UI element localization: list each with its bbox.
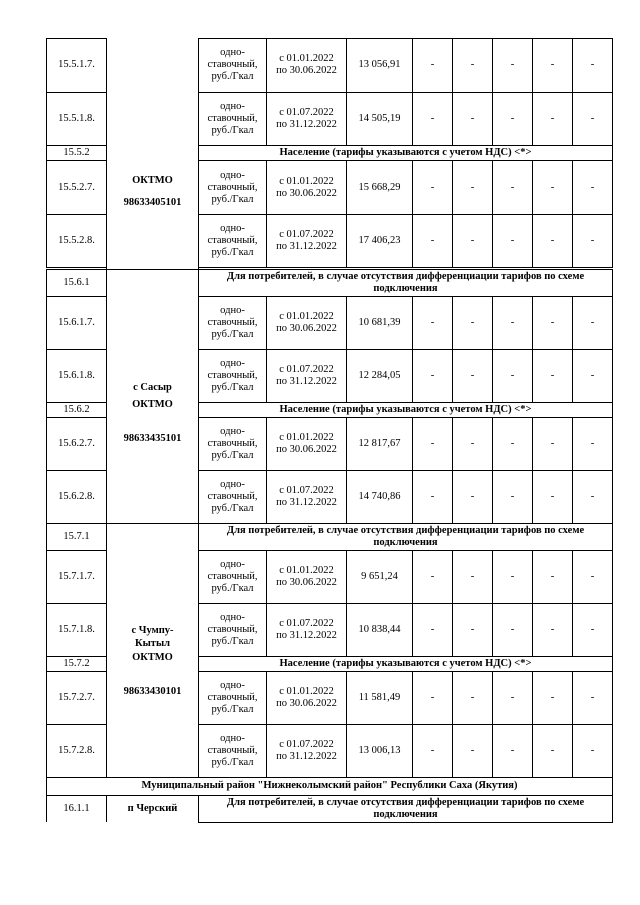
empty-value: - (493, 724, 533, 777)
row-code: 15.6.1.8. (47, 349, 107, 402)
empty-value: - (533, 470, 573, 523)
section-header-row (47, 795, 613, 822)
period-cell: с 01.01.2022 по 30.06.2022 (267, 39, 347, 93)
row-code: 15.7.1.8. (47, 603, 107, 656)
section-header-row (47, 269, 613, 296)
section-header: Для потребителей, в случае отсутствия дифференциации тарифов по схеме подключения (199, 523, 613, 550)
rate-type: одно- ставочный, руб./Гкал (199, 550, 267, 603)
rate-type: одно- ставочный, руб./Гкал (199, 603, 267, 656)
municipality-title: Муниципальный район "Нижнеколымский район" Республики Саха (Якутия) (47, 777, 613, 795)
rate-type: одно- ставочный, руб./Гкал (199, 161, 267, 215)
empty-value: - (493, 161, 533, 215)
empty-value: - (533, 214, 573, 268)
empty-value: - (573, 214, 613, 268)
tariff-value: 15 668,29 (347, 161, 413, 215)
empty-value: - (453, 349, 493, 402)
empty-value: - (493, 550, 533, 603)
tariff-value: 13 056,91 (347, 39, 413, 93)
settlement-cell (107, 523, 199, 777)
row-code: 15.6.1.7. (47, 296, 107, 349)
row-code: 15.5.1.7. (47, 39, 107, 93)
empty-value: - (533, 296, 573, 349)
section-header: Для потребителей, в случае отсутствия дифференциации тарифов по схеме подключения (199, 269, 613, 296)
settlement-name: с Чумпу- Кытыл (131, 624, 174, 649)
empty-value: - (573, 296, 613, 349)
empty-value: - (453, 671, 493, 724)
rate-type: одно- ставочный, руб./Гкал (199, 417, 267, 470)
empty-value: - (533, 417, 573, 470)
section-header: Население (тарифы указываются с учетом НДС) <*> (199, 146, 613, 161)
row-code: 15.5.2.8. (47, 214, 107, 268)
row-code: 15.5.2 (47, 146, 107, 161)
empty-value: - (413, 349, 453, 402)
row-code: 16.1.1 (47, 795, 107, 822)
row-code: 15.7.1.7. (47, 550, 107, 603)
empty-value: - (493, 92, 533, 146)
tariff-value: 10 681,39 (347, 296, 413, 349)
period-cell: с 01.01.2022 по 30.06.2022 (267, 550, 347, 603)
period-cell: с 01.01.2022 по 30.06.2022 (267, 671, 347, 724)
empty-value: - (453, 92, 493, 146)
period-cell: с 01.07.2022 по 31.12.2022 (267, 470, 347, 523)
tariff-value: 14 505,19 (347, 92, 413, 146)
rate-type: одно- ставочный, руб./Гкал (199, 296, 267, 349)
oktmo-cell (107, 39, 199, 270)
period-cell: с 01.01.2022 по 30.06.2022 (267, 417, 347, 470)
rate-type: одно- ставочный, руб./Гкал (199, 470, 267, 523)
oktmo-code: 98633435101 (123, 432, 182, 444)
rate-type: одно- ставочный, руб./Гкал (199, 724, 267, 777)
empty-value: - (413, 671, 453, 724)
row-code: 15.5.1.8. (47, 92, 107, 146)
empty-value: - (493, 417, 533, 470)
row-code: 15.5.2.7. (47, 161, 107, 215)
empty-value: - (453, 296, 493, 349)
settlement-name: с Сасыр (133, 381, 172, 393)
empty-value: - (413, 92, 453, 146)
empty-value: - (533, 39, 573, 93)
empty-value: - (493, 39, 533, 93)
oktmo-label: ОКТМО (132, 651, 173, 663)
oktmo-code: 98633430101 (123, 685, 182, 697)
empty-value: - (573, 349, 613, 402)
empty-value: - (533, 603, 573, 656)
empty-value: - (573, 603, 613, 656)
empty-value: - (453, 550, 493, 603)
rate-type: одно- ставочный, руб./Гкал (199, 39, 267, 93)
row-code: 15.6.2.7. (47, 417, 107, 470)
empty-value: - (413, 296, 453, 349)
tariff-value: 12 817,67 (347, 417, 413, 470)
oktmo-label: ОКТМО (132, 174, 173, 186)
rate-type: одно- ставочный, руб./Гкал (199, 349, 267, 402)
rate-type: одно- ставочный, руб./Гкал (199, 214, 267, 268)
empty-value: - (413, 161, 453, 215)
empty-value: - (413, 550, 453, 603)
tariff-value: 9 651,24 (347, 550, 413, 603)
empty-value: - (573, 550, 613, 603)
row-code: 15.7.1 (47, 523, 107, 550)
row-code: 15.7.2 (47, 656, 107, 671)
section-header: Население (тарифы указываются с учетом НДС) <*> (199, 656, 613, 671)
empty-value: - (453, 39, 493, 93)
empty-value: - (493, 671, 533, 724)
empty-value: - (493, 470, 533, 523)
empty-value: - (413, 470, 453, 523)
period-cell: с 01.01.2022 по 30.06.2022 (267, 296, 347, 349)
empty-value: - (493, 214, 533, 268)
rate-type: одно- ставочный, руб./Гкал (199, 671, 267, 724)
section-header: Население (тарифы указываются с учетом НДС) <*> (199, 402, 613, 417)
empty-value: - (453, 724, 493, 777)
empty-value: - (413, 603, 453, 656)
empty-value: - (413, 417, 453, 470)
empty-value: - (453, 417, 493, 470)
tariff-value: 10 838,44 (347, 603, 413, 656)
tariff-value: 11 581,49 (347, 671, 413, 724)
empty-value: - (413, 214, 453, 268)
row-code: 15.6.2.8. (47, 470, 107, 523)
empty-value: - (493, 296, 533, 349)
empty-value: - (493, 349, 533, 402)
period-cell: с 01.07.2022 по 31.12.2022 (267, 349, 347, 402)
row-code: 15.6.1 (47, 269, 107, 296)
period-cell: с 01.07.2022 по 31.12.2022 (267, 603, 347, 656)
empty-value: - (573, 671, 613, 724)
empty-value: - (493, 603, 533, 656)
period-cell: с 01.01.2022 по 30.06.2022 (267, 161, 347, 215)
settlement-name: п Черский (107, 795, 199, 822)
empty-value: - (573, 161, 613, 215)
tariff-value: 17 406,23 (347, 214, 413, 268)
empty-value: - (533, 92, 573, 146)
table-row (47, 39, 613, 93)
tariff-table (46, 38, 613, 823)
empty-value: - (533, 550, 573, 603)
settlement-cell (107, 269, 199, 523)
section-header: Для потребителей, в случае отсутствия дифференциации тарифов по схеме подключения (199, 795, 613, 822)
tariff-value: 12 284,05 (347, 349, 413, 402)
empty-value: - (453, 470, 493, 523)
oktmo-label: ОКТМО (132, 398, 173, 410)
tariff-value: 14 740,86 (347, 470, 413, 523)
empty-value: - (533, 671, 573, 724)
row-code: 15.7.2.8. (47, 724, 107, 777)
empty-value: - (453, 161, 493, 215)
empty-value: - (413, 39, 453, 93)
empty-value: - (573, 724, 613, 777)
period-cell: с 01.07.2022 по 31.12.2022 (267, 92, 347, 146)
municipality-row (47, 777, 613, 795)
empty-value: - (533, 161, 573, 215)
row-code: 15.7.2.7. (47, 671, 107, 724)
rate-type: одно- ставочный, руб./Гкал (199, 92, 267, 146)
empty-value: - (573, 470, 613, 523)
section-header-row (47, 523, 613, 550)
empty-value: - (573, 92, 613, 146)
empty-value: - (533, 349, 573, 402)
period-cell: с 01.07.2022 по 31.12.2022 (267, 214, 347, 268)
empty-value: - (453, 214, 493, 268)
empty-value: - (453, 603, 493, 656)
empty-value: - (413, 724, 453, 777)
oktmo-code: 98633405101 (123, 196, 182, 208)
row-code: 15.6.2 (47, 402, 107, 417)
period-cell: с 01.07.2022 по 31.12.2022 (267, 724, 347, 777)
tariff-value: 13 006,13 (347, 724, 413, 777)
empty-value: - (533, 724, 573, 777)
empty-value: - (573, 417, 613, 470)
empty-value: - (573, 39, 613, 93)
